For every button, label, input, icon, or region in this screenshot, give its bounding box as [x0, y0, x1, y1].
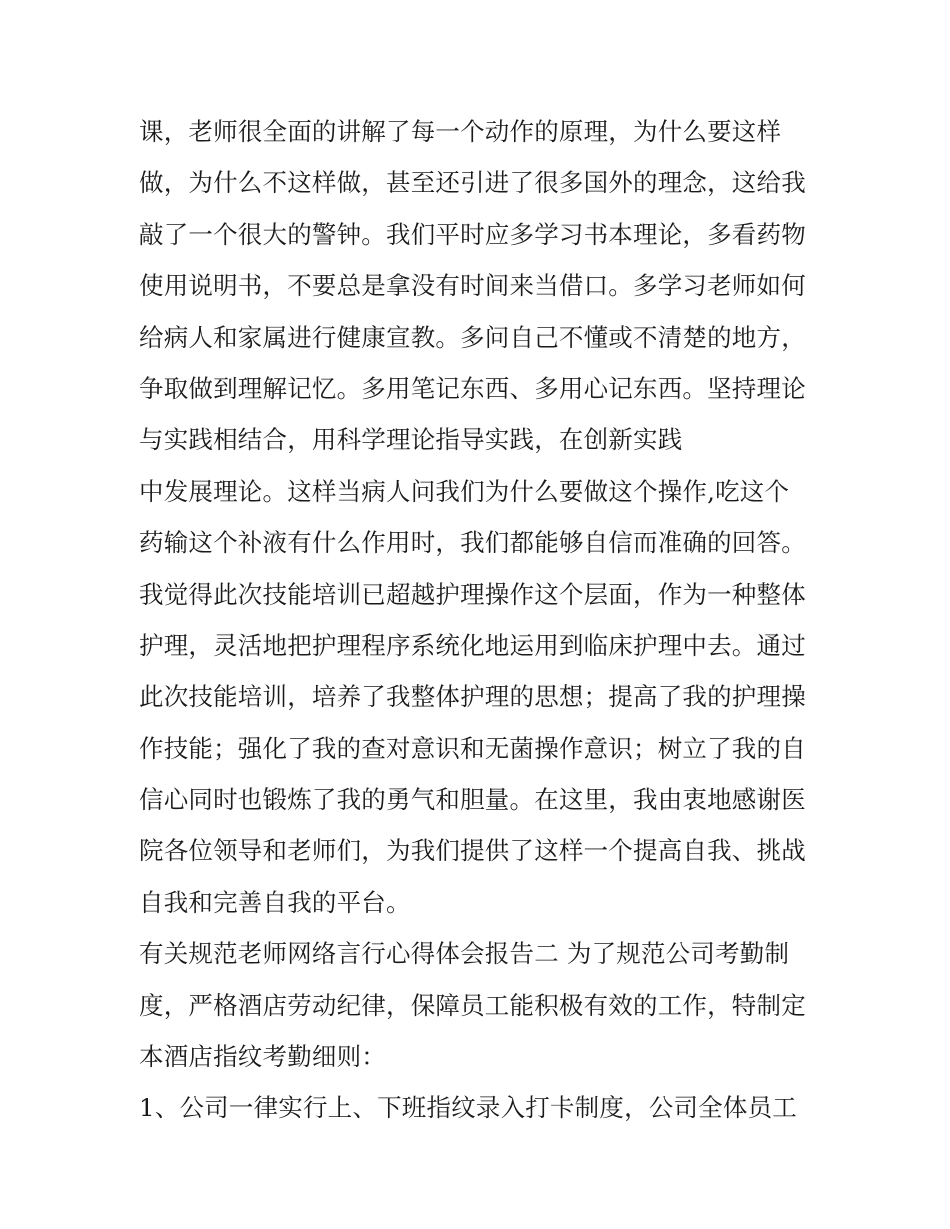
text-line: 作技能；强化了我的查对意识和无菌操作意识；树立了我的自: [139, 733, 806, 763]
text-line: 度，严格酒店劳动纪律，保障员工能积极有效的工作，特制定: [139, 990, 806, 1020]
section-heading-line: 有关规范老师网络言行心得体会报告二 为了规范公司考勤制: [139, 939, 790, 969]
text-line: 护理，灵活地把护理程序系统化地运用到临床护理中去。通过: [139, 630, 806, 660]
text-line: 自我和完善自我的平台。: [139, 887, 411, 917]
text-line: 药输这个补液有什么作用时，我们都能够自信而准确的回答。: [139, 528, 806, 558]
text-line: 本酒店指纹考勤细则：: [139, 1042, 386, 1072]
text-line: 与实践相结合，用科学理论指导实践，在创新实践: [139, 425, 683, 455]
text-line: 争取做到理解记忆。多用笔记东西、多用心记东西。坚持理论: [139, 373, 806, 403]
text-line: 信心同时也锻炼了我的勇气和胆量。在这里，我由衷地感谢医: [139, 785, 806, 815]
list-item-line: 1、公司一律实行上、下班指纹录入打卡制度，公司全体员工: [139, 1093, 797, 1123]
text-line: 敲了一个很大的警钟。我们平时应多学习书本理论，多看药物: [139, 219, 806, 249]
text-line: 我觉得此次技能培训已超越护理操作这个层面，作为一种整体: [139, 579, 806, 609]
text-line: 使用说明书，不要总是拿没有时间来当借口。多学习老师如何: [139, 271, 806, 301]
document-body: [139, 106, 829, 1134]
text-line: 课，老师很全面的讲解了每一个动作的原理，为什么要这样: [139, 117, 782, 146]
text-line: 院各位领导和老师们，为我们提供了这样一个提高自我、挑战: [139, 836, 806, 866]
text-line: 做，为什么不这样做，甚至还引进了很多国外的理念，这给我: [139, 168, 806, 198]
text-line: 中发展理论。这样当病人问我们为什么要做这个操作,吃这个: [139, 476, 790, 506]
text-line: 给病人和家属进行健康宣教。多问自己不懂或不清楚的地方，: [139, 322, 806, 352]
text-line: 此次技能培训，培养了我整体护理的思想；提高了我的护理操: [139, 682, 806, 712]
